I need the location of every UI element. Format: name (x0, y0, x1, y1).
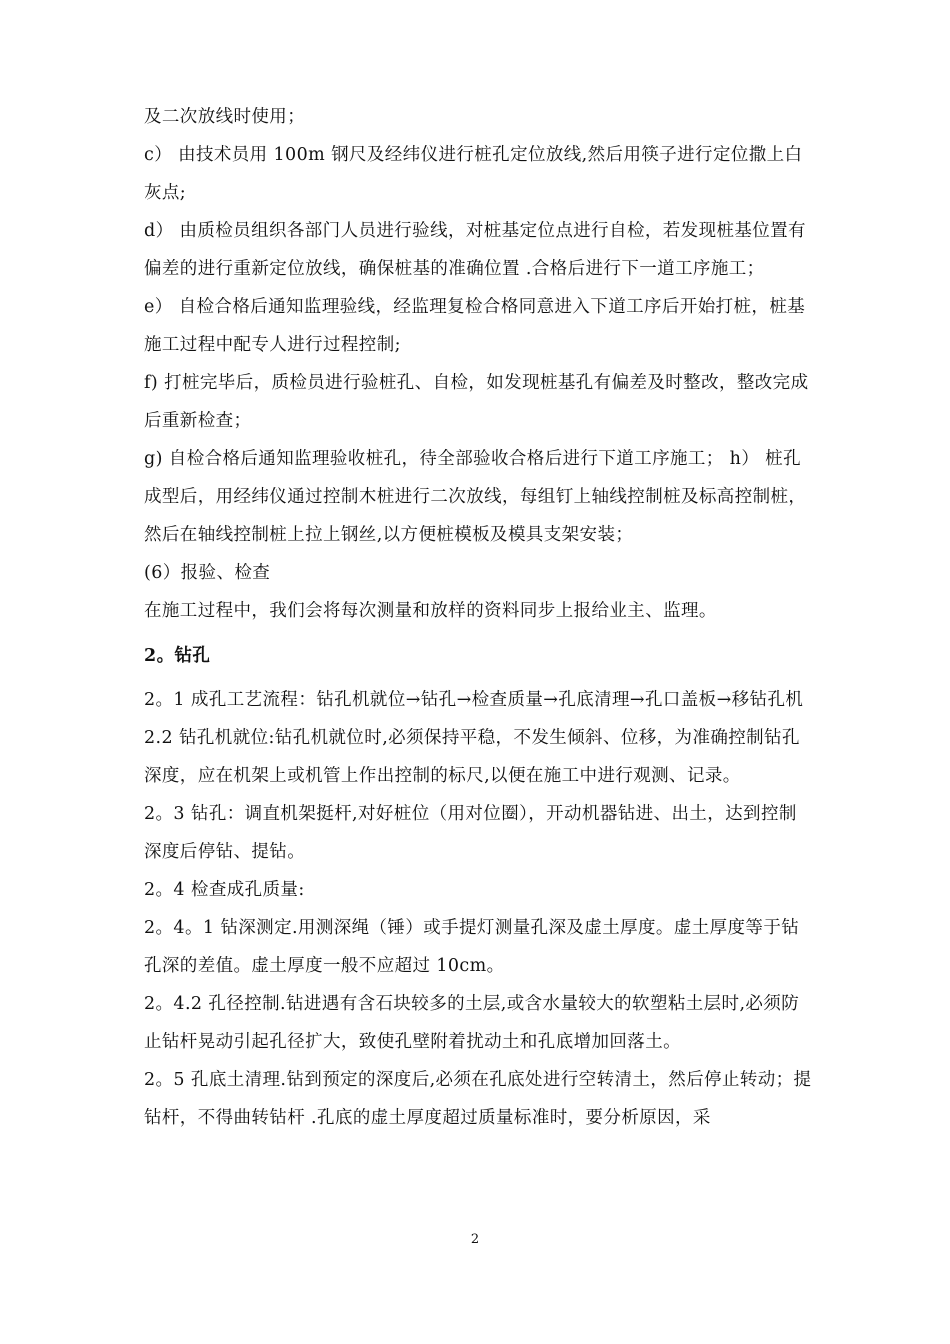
paragraph: e） 自检合格后通知监理验线，经监理复检合格同意进入下道工序后开始打桩，桩基施工过程中配专人进行过程控制; (144, 297, 806, 355)
page-number: 2 (470, 1232, 480, 1247)
paragraph: 及二次放线时使用； (144, 107, 306, 127)
paragraph: 2。1 成孔工艺流程：钻孔机就位→钻孔→检查质量→孔底清理→孔口盖板→移钻孔机 (144, 690, 804, 710)
paragraph: 在施工过程中，我们会将每次测量和放样的资料同步上报给业主、监理。 (144, 601, 717, 621)
paragraph: 2。3 钻孔：调直机架挺杆,对好桩位（用对位圈），开动机器钻进、出土，达到控制深度后停钻、提钻。 (144, 804, 797, 862)
paragraph: d） 由质检员组织各部门人员进行验线，对桩基定位点进行自检，若发现桩基位置有偏差的进行重新定位放线，确保桩基的准确位置 .合格后进行下一道工序施工； (144, 221, 806, 279)
paragraph: 2。4.2 孔径控制.钻进遇有含石块较多的土层,或含水量较大的软塑粘土层时,必须防止钻杆晃动引起孔径扩大，致使孔壁附着扰动土和孔底增加回落土。 (144, 994, 800, 1052)
paragraph: c） 由技术员用 100m 钢尺及经纬仪进行桩孔定位放线,然后用筷子进行定位撒上白灰点; (144, 145, 803, 203)
section-heading: 2。钻孔 (144, 646, 211, 666)
paragraph: 2.2 钻孔机就位:钻孔机就位时,必须保持平稳，不发生倾斜、位移，为准确控制钻孔深度，应在机架上或机管上作出控制的标尺,以便在施工中进行观测、记录。 (144, 728, 800, 786)
paragraph: 2。5 孔底土清理.钻到预定的深度后,必须在孔底处进行空转清土，然后停止转动；提钻杆，不得曲转钻杆 .孔底的虚土厚度超过质量标准时，要分析原因，采 (144, 1070, 812, 1128)
paragraph: f) 打桩完毕后，质检员进行验桩孔、自检，如发现桩基孔有偏差及时整改，整改完成后重新检查； (144, 373, 809, 431)
paragraph: 2。4。1 钻深测定.用测深绳（锤）或手提灯测量孔深及虚土厚度。虚土厚度等于钻孔深的差值。虚土厚度一般不应超过 10cm。 (144, 918, 800, 976)
body-text (144, 98, 814, 1137)
paragraph: (6）报验、检查 (144, 563, 271, 583)
paragraph: g) 自检合格后通知监理验收桩孔，待全部验收合格后进行下道工序施工； h） 桩孔成型后，用经纬仪通过控制木桩进行二次放线，每组钉上轴线控制桩及标高控制桩，然后在轴线控制桩上拉上钢丝,以方便桩模板及模具支架安装； (144, 449, 807, 545)
paragraph: 2。4 检查成孔质量: (144, 880, 305, 900)
